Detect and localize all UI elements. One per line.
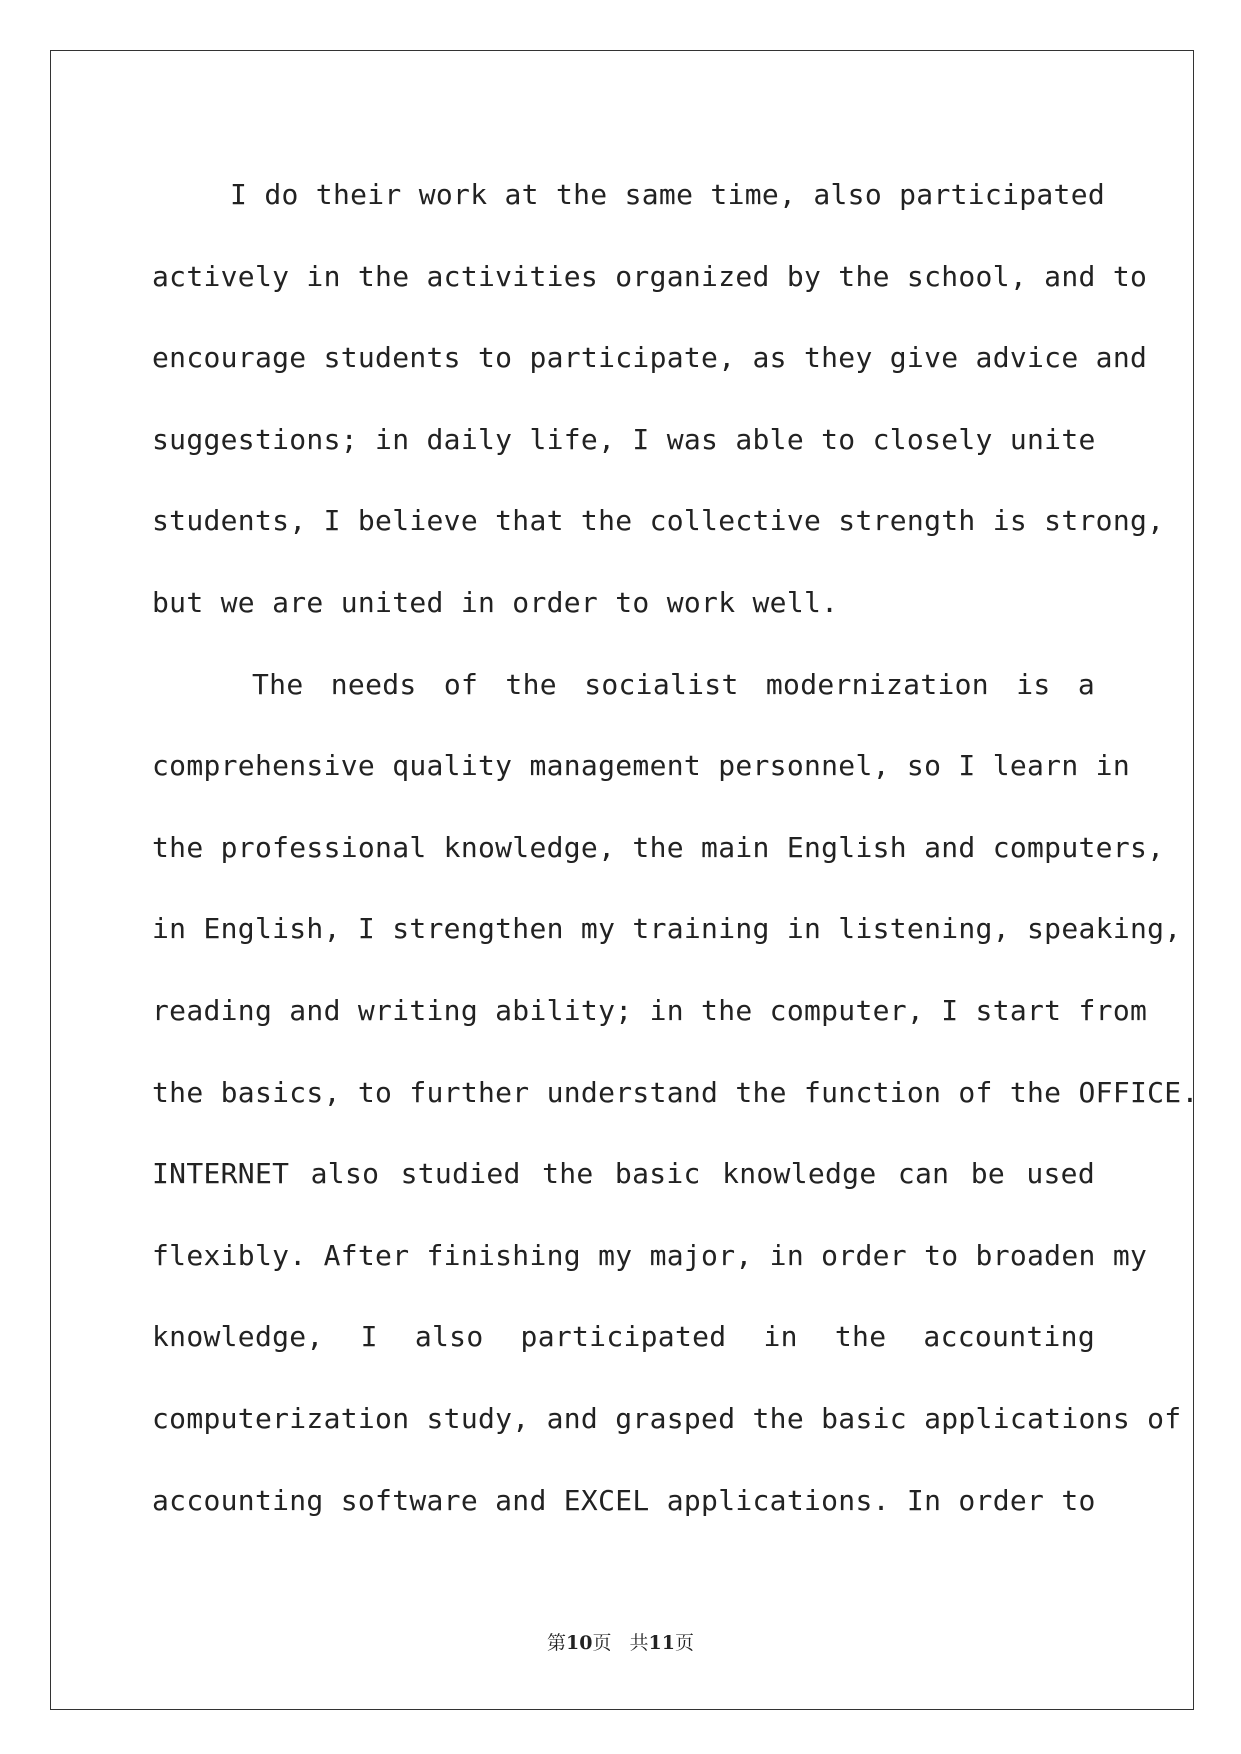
text-line: suggestions; in daily life, I was able to closely unite [152, 422, 1096, 456]
text-line: in English, I strengthen my training in listening, speaking, [152, 912, 1182, 946]
text-line: encourage students to participate, as they give advice and [152, 341, 1148, 375]
text-line: accounting software and EXCEL applications. In order to [152, 1483, 1096, 1517]
page-total: 11 [648, 1632, 675, 1654]
paragraph-1 [152, 165, 1165, 655]
text-line: The needs of the socialist modernization is a [252, 667, 1095, 701]
text-line: the basics, to further understand the function of the OFFICE. [152, 1075, 1199, 1109]
paragraph-2 [152, 655, 1199, 1553]
text-line: comprehensive quality management personnel, so I learn in [152, 749, 1130, 783]
text-line: knowledge, I also participated in the accounting [152, 1320, 1095, 1354]
text-line: students, I believe that the collective strength is strong, [152, 504, 1165, 538]
footer-total-prefix: 共 [629, 1632, 649, 1654]
text-line: computerization study, and grasped the basic applications of [152, 1401, 1182, 1435]
text-line: flexibly. After finishing my major, in order to broaden my [152, 1238, 1148, 1272]
footer-page-suffix: 页 [592, 1632, 612, 1654]
page-number: 10 [566, 1632, 593, 1654]
footer-prefix: 第 [547, 1632, 567, 1654]
text-line: INTERNET also studied the basic knowledge can be used [152, 1157, 1095, 1191]
text-line: actively in the activities organized by the school, and to [152, 259, 1148, 293]
text-line: but we are united in order to work well. [152, 585, 839, 619]
text-line: reading and writing ability; in the computer, I start from [152, 993, 1148, 1027]
page-footer [0, 1628, 1241, 1655]
text-line: the professional knowledge, the main English and computers, [152, 830, 1165, 864]
footer-total-suffix: 页 [674, 1632, 694, 1654]
text-line: I do their work at the same time, also participated [230, 178, 1106, 211]
document-body [152, 165, 1199, 1552]
